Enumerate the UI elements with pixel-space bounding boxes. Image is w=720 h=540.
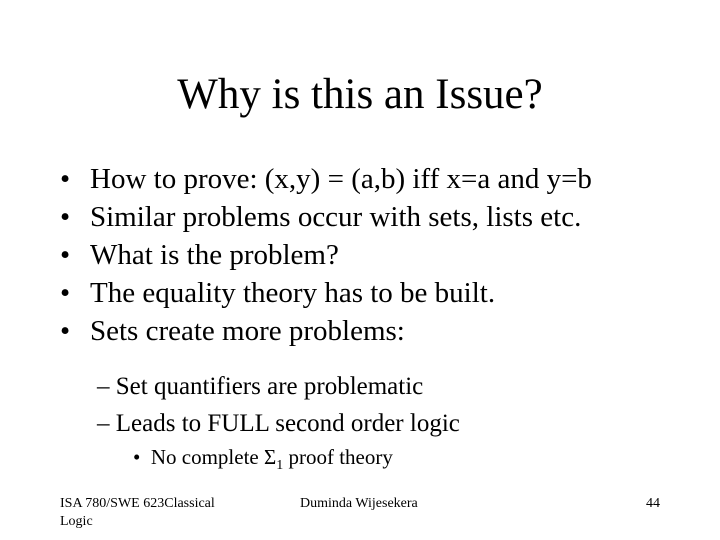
bullet-text: What is the problem? bbox=[90, 239, 339, 271]
footer-author: Duminda Wijesekera bbox=[300, 496, 418, 511]
slide-title: Why is this an Issue? bbox=[177, 71, 543, 118]
bullet-item bbox=[60, 274, 592, 312]
footer-course: ISA 780/SWE 623Classical Logic bbox=[60, 496, 215, 529]
footer-page-number: 44 bbox=[646, 496, 660, 511]
bullet-text: How to prove: (x,y) = (a,b) iff x=a and y=b bbox=[90, 163, 592, 195]
sub-bullet-item: – Leads to FULL second order logic bbox=[97, 410, 460, 437]
bullet-glyph: • bbox=[60, 201, 71, 233]
sub-bullet-list bbox=[97, 368, 460, 442]
bullet-item bbox=[60, 312, 592, 350]
bullet-text: Similar problems occur with sets, lists etc. bbox=[90, 201, 582, 233]
sub-sub-bullet-text-after: proof theory bbox=[283, 445, 393, 469]
sigma-subscript: 1 bbox=[276, 458, 284, 474]
sub-sub-bullet-list bbox=[133, 443, 393, 480]
bullet-glyph: • bbox=[60, 315, 71, 347]
bullet-text: The equality theory has to be built. bbox=[90, 277, 496, 309]
sub-sub-bullet-glyph: • bbox=[133, 445, 141, 469]
sub-sub-bullet-item bbox=[133, 443, 393, 480]
sub-bullet-item: – Set quantifiers are problematic bbox=[97, 373, 424, 400]
bullet-item bbox=[60, 160, 592, 198]
sub-sub-bullet-text-before: No complete Σ bbox=[150, 445, 277, 469]
bullet-list bbox=[60, 160, 592, 350]
bullet-glyph: • bbox=[60, 239, 71, 271]
bullet-text: Sets create more problems: bbox=[90, 315, 405, 347]
bullet-glyph: • bbox=[60, 163, 71, 195]
bullet-item bbox=[60, 198, 592, 236]
bullet-item bbox=[60, 236, 592, 274]
bullet-glyph: • bbox=[60, 277, 71, 309]
